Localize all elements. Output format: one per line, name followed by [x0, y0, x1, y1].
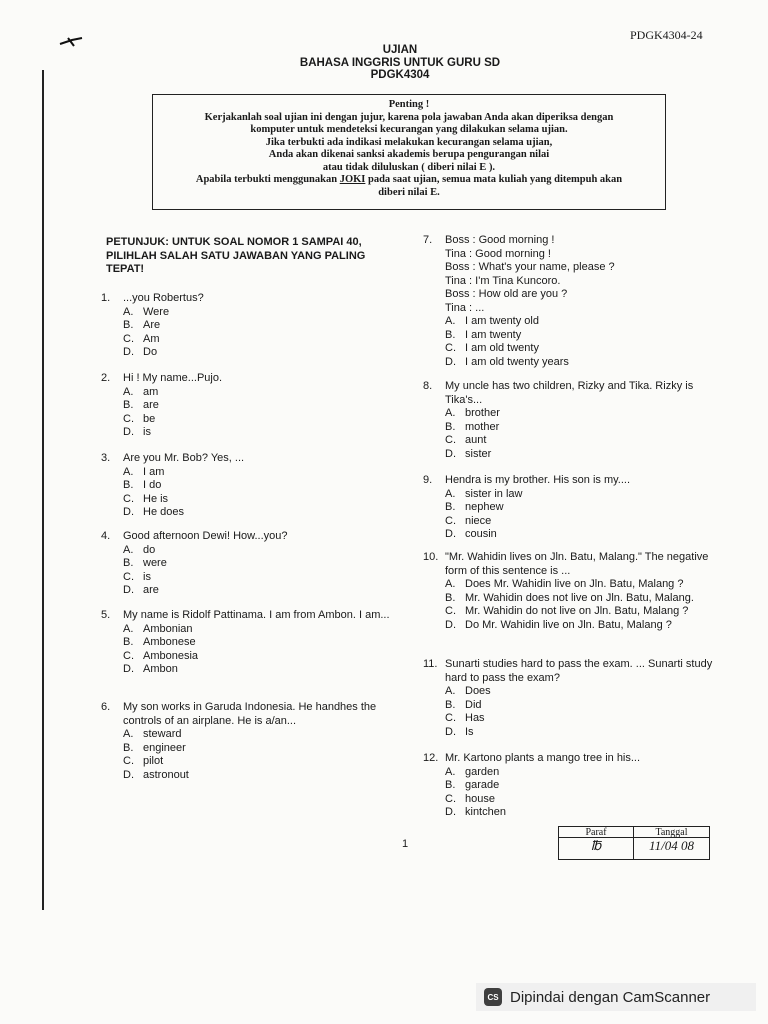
- answer-option[interactable]: [123, 479, 401, 493]
- option-letter: D.: [445, 806, 456, 818]
- option-letter: B.: [123, 557, 134, 569]
- question-number: 2.: [101, 372, 111, 384]
- option-letter: C.: [123, 492, 134, 505]
- notice-line: Kerjakanlah soal ujian ini dengan jujur, karena pola jawaban Anda akan diperiksa dengan: [204, 111, 614, 123]
- option-text: Do Mr. Wahidin live on Jln. Batu, Malang ?: [465, 618, 672, 631]
- option-text: nephew: [465, 501, 504, 513]
- answer-option[interactable]: [445, 793, 718, 807]
- option-text: Do: [143, 346, 158, 358]
- option-letter: C.: [123, 570, 134, 583]
- option-text: are: [143, 399, 159, 411]
- option-letter: A.: [445, 685, 456, 697]
- tanggal-header: Tanggal: [634, 827, 709, 838]
- option-text: Has: [465, 712, 485, 724]
- answer-option[interactable]: [445, 488, 718, 502]
- question-text: Boss : Good morning !: [445, 234, 555, 246]
- camscanner-watermark: [476, 983, 756, 1011]
- option-text: Ambon: [143, 663, 178, 675]
- question-number: 7.: [423, 234, 433, 246]
- answer-option[interactable]: [123, 584, 401, 598]
- question-item: [423, 234, 718, 369]
- option-text: I am twenty old: [465, 315, 539, 327]
- option-text: garden: [465, 765, 500, 778]
- binding-edge: [40, 70, 46, 910]
- answer-option[interactable]: [123, 493, 401, 507]
- question-number: 1.: [101, 292, 111, 304]
- answer-option[interactable]: [123, 306, 401, 320]
- notice-line: atau tidak diluluskan ( diberi nilai E ).: [322, 161, 496, 173]
- dialogue-line: Boss : What's your name, please ?: [445, 261, 615, 273]
- question-number: 12.: [423, 752, 439, 764]
- option-letter: C.: [445, 605, 456, 617]
- exam-header: [250, 44, 550, 82]
- paraf-value: ℔: [559, 838, 634, 859]
- option-letter: C.: [445, 792, 456, 805]
- option-text: is: [143, 570, 151, 583]
- answer-option[interactable]: [123, 426, 401, 440]
- option-text: Ambonese: [143, 636, 196, 648]
- notice-line: komputer untuk mendeteksi kecurangan yang dilakukan selama ujian.: [250, 124, 568, 135]
- dialogue-line: Tina : ...: [445, 301, 485, 314]
- answer-option[interactable]: [445, 619, 718, 633]
- option-letter: D.: [445, 447, 456, 460]
- option-text: is: [143, 426, 151, 438]
- option-text: I do: [143, 479, 162, 491]
- option-letter: D.: [123, 584, 134, 596]
- option-text: be: [143, 412, 156, 425]
- question-text: Sunarti studies hard to pass the exam. ... Sunarti study hard to pass the exam?: [445, 658, 713, 684]
- answer-option[interactable]: [445, 342, 718, 356]
- answer-option[interactable]: [445, 726, 718, 740]
- option-text: I am old twenty: [465, 342, 539, 354]
- option-letter: B.: [123, 741, 134, 754]
- option-text: are: [143, 584, 159, 596]
- answer-option[interactable]: [123, 650, 401, 664]
- signature-box: [558, 826, 710, 860]
- option-text: niece: [465, 514, 492, 527]
- question-item: [101, 609, 401, 677]
- option-letter: A.: [445, 487, 456, 500]
- answer-option[interactable]: [123, 386, 401, 400]
- notice-line: diberi nilai E.: [378, 186, 440, 198]
- option-text: He is: [143, 492, 169, 505]
- answer-option[interactable]: [445, 592, 718, 606]
- option-letter: C.: [445, 712, 456, 724]
- option-letter: A.: [123, 543, 134, 556]
- notice-line-joki: Apabila terbukti menggunakan JOKI pada saat ujian, semua mata kuliah yang ditempuh akan: [195, 174, 623, 185]
- question-number: 11.: [423, 658, 438, 670]
- option-letter: A.: [123, 305, 134, 318]
- option-letter: A.: [445, 407, 456, 419]
- option-letter: D.: [123, 426, 134, 438]
- answer-option[interactable]: [123, 319, 401, 333]
- document-code: PDGK4304-24: [630, 28, 703, 42]
- question-text: "Mr. Wahidin lives on Jln. Batu, Malang." The negative form of this sentence is ...: [445, 551, 709, 577]
- option-letter: C.: [445, 514, 456, 527]
- option-text: astronout: [143, 768, 189, 781]
- question-item: [101, 452, 401, 520]
- question-item: [423, 551, 718, 632]
- instructions: PETUNJUK: UNTUK SOAL NOMOR 1 SAMPAI 40, PILIHLAH SALAH SATU JAWABAN YANG PALING TEPAT!: [106, 236, 366, 275]
- option-letter: C.: [123, 412, 134, 425]
- question-text: My uncle has two children, Rizky and Tika. Rizky is Tika's...: [445, 380, 694, 406]
- answer-option[interactable]: [123, 557, 401, 571]
- subject-title: BAHASA INGGRIS UNTUK GURU SD: [299, 56, 501, 69]
- option-letter: C.: [123, 649, 134, 662]
- question-number: 6.: [101, 701, 111, 713]
- answer-option[interactable]: [445, 315, 718, 329]
- answer-option[interactable]: [445, 407, 718, 421]
- option-letter: D.: [445, 618, 456, 631]
- option-text: mother: [465, 420, 500, 433]
- option-text: garade: [465, 779, 500, 791]
- question-number: 8.: [423, 380, 433, 392]
- option-text: I am: [143, 465, 165, 478]
- option-text: aunt: [465, 434, 487, 446]
- option-text: do: [143, 543, 156, 556]
- answer-option[interactable]: [445, 356, 718, 370]
- option-text: pilot: [143, 755, 164, 767]
- question-text: Are you Mr. Bob? Yes, ...: [123, 452, 245, 464]
- option-letter: B.: [445, 591, 456, 604]
- camscanner-icon: CS: [484, 988, 502, 1006]
- option-text: Does: [465, 685, 491, 697]
- course-code: PDGK4304: [370, 69, 430, 81]
- option-letter: A.: [123, 622, 134, 635]
- option-letter: D.: [123, 506, 134, 518]
- question-item: [423, 474, 718, 542]
- exam-title: UJIAN: [382, 44, 418, 56]
- option-text: Mr. Wahidin do not live on Jln. Batu, Malang ?: [465, 605, 689, 617]
- answer-option[interactable]: [123, 742, 401, 756]
- question-item: [101, 292, 401, 360]
- option-letter: B.: [123, 319, 134, 331]
- answer-option[interactable]: [445, 434, 718, 448]
- answer-option[interactable]: [445, 806, 718, 820]
- option-text: Mr. Wahidin does not live on Jln. Batu, Malang.: [465, 591, 694, 604]
- option-text: Are: [143, 319, 161, 331]
- answer-option[interactable]: [445, 712, 718, 726]
- answer-option[interactable]: [445, 329, 718, 343]
- option-text: Ambonian: [143, 622, 193, 635]
- paraf-header: Paraf: [559, 827, 634, 838]
- option-text: engineer: [143, 741, 186, 754]
- option-text: sister in law: [465, 487, 523, 500]
- answer-option[interactable]: [445, 528, 718, 542]
- dialogue-line: Tina : I'm Tina Kuncoro.: [445, 274, 561, 287]
- option-text: Is: [465, 725, 474, 738]
- answer-option[interactable]: [123, 399, 401, 413]
- answer-option[interactable]: [445, 685, 718, 699]
- question-item: [423, 658, 718, 739]
- option-letter: D.: [445, 528, 456, 540]
- option-letter: C.: [445, 434, 456, 446]
- answer-option[interactable]: [445, 605, 718, 619]
- answer-option[interactable]: [123, 769, 401, 783]
- tanggal-value: 11/04 08: [649, 838, 694, 853]
- option-letter: A.: [445, 315, 456, 327]
- answer-option[interactable]: [123, 623, 401, 637]
- answer-option[interactable]: [123, 346, 401, 360]
- option-letter: B.: [445, 501, 456, 513]
- option-text: Did: [465, 698, 482, 711]
- question-number: 3.: [101, 452, 111, 464]
- option-letter: D.: [123, 346, 134, 358]
- answer-option[interactable]: [123, 506, 401, 520]
- option-text: house: [465, 792, 495, 805]
- option-letter: A.: [445, 765, 456, 778]
- option-letter: D.: [445, 355, 456, 368]
- question-item: [101, 372, 401, 440]
- answer-option[interactable]: [123, 413, 401, 427]
- question-number: 10.: [423, 551, 439, 563]
- answer-option[interactable]: [123, 571, 401, 585]
- answer-option[interactable]: [123, 636, 401, 650]
- option-text: were: [143, 557, 167, 569]
- question-number: 4.: [101, 530, 111, 542]
- option-text: cousin: [465, 528, 497, 540]
- option-text: steward: [143, 728, 182, 740]
- question-item: [423, 380, 718, 461]
- option-text: am: [143, 385, 159, 398]
- option-text: Were: [143, 305, 170, 318]
- option-text: Does Mr. Wahidin live on Jln. Batu, Malang ?: [465, 578, 684, 590]
- answer-option[interactable]: [445, 578, 718, 592]
- answer-option[interactable]: [445, 421, 718, 435]
- notice-line: Jika terbukti ada indikasi melakukan kecurangan selama ujian,: [265, 136, 553, 148]
- dialogue-line: Boss : How old are you ?: [445, 288, 568, 300]
- answer-option[interactable]: [123, 663, 401, 677]
- question-text: Hendra is my brother. His son is my....: [445, 474, 631, 486]
- question-text: Hi ! My name...Pujo.: [123, 372, 223, 384]
- option-letter: C.: [123, 755, 134, 767]
- option-text: He does: [143, 506, 184, 518]
- option-text: I am old twenty years: [465, 355, 569, 368]
- option-letter: A.: [123, 465, 134, 478]
- option-text: kintchen: [465, 806, 506, 818]
- question-item: [423, 752, 718, 820]
- answer-option[interactable]: [445, 501, 718, 515]
- question-item: [101, 701, 401, 782]
- option-letter: D.: [123, 768, 134, 781]
- question-text: ...you Robertus?: [123, 292, 204, 304]
- answer-option[interactable]: [123, 333, 401, 347]
- question-text: My son works in Garuda Indonesia. He handhes the controls of an airplane. He is a/an...: [123, 701, 377, 727]
- question-item: [101, 530, 401, 598]
- question-text: Good afternoon Dewi! How...you?: [123, 530, 288, 542]
- question-text: My name is Ridolf Pattinama. I am from Ambon. I am...: [123, 609, 390, 621]
- notice-line: Anda akan dikenai sanksi akademis berupa pengurangan nilai: [268, 149, 550, 160]
- option-letter: A.: [123, 385, 134, 398]
- question-number: 5.: [101, 609, 111, 621]
- notice-title: Penting !: [388, 99, 430, 110]
- option-text: sister: [465, 447, 492, 460]
- camscanner-label: Dipindai dengan CamScanner: [510, 988, 711, 1006]
- answer-option[interactable]: [123, 755, 401, 769]
- option-letter: B.: [445, 779, 456, 791]
- answer-option[interactable]: [123, 728, 401, 742]
- option-letter: C.: [445, 342, 456, 354]
- option-text: brother: [465, 407, 500, 419]
- option-text: I am twenty: [465, 328, 522, 341]
- notice-box: [152, 94, 666, 210]
- option-letter: B.: [123, 479, 134, 491]
- dialogue-line: Tina : Good morning !: [445, 247, 551, 260]
- answer-option[interactable]: [445, 779, 718, 793]
- option-text: Am: [143, 332, 160, 345]
- answer-option[interactable]: [445, 515, 718, 529]
- option-letter: A.: [445, 578, 456, 590]
- option-letter: B.: [445, 420, 456, 433]
- option-letter: D.: [445, 725, 456, 738]
- page-number: 1: [402, 838, 409, 850]
- option-letter: B.: [445, 328, 456, 341]
- answer-option[interactable]: [445, 766, 718, 780]
- answer-option[interactable]: [123, 544, 401, 558]
- option-letter: C.: [123, 332, 134, 345]
- option-letter: B.: [123, 399, 134, 411]
- option-letter: B.: [445, 698, 456, 711]
- option-letter: D.: [123, 663, 134, 675]
- answer-option[interactable]: [445, 699, 718, 713]
- handwritten-mark-icon: [58, 34, 88, 50]
- question-number: 9.: [423, 474, 433, 486]
- option-letter: B.: [123, 636, 134, 648]
- option-letter: A.: [123, 728, 134, 740]
- answer-option[interactable]: [123, 466, 401, 480]
- answer-option[interactable]: [445, 448, 718, 462]
- option-text: Ambonesia: [143, 649, 199, 662]
- question-text: Mr. Kartono plants a mango tree in his...: [445, 752, 641, 764]
